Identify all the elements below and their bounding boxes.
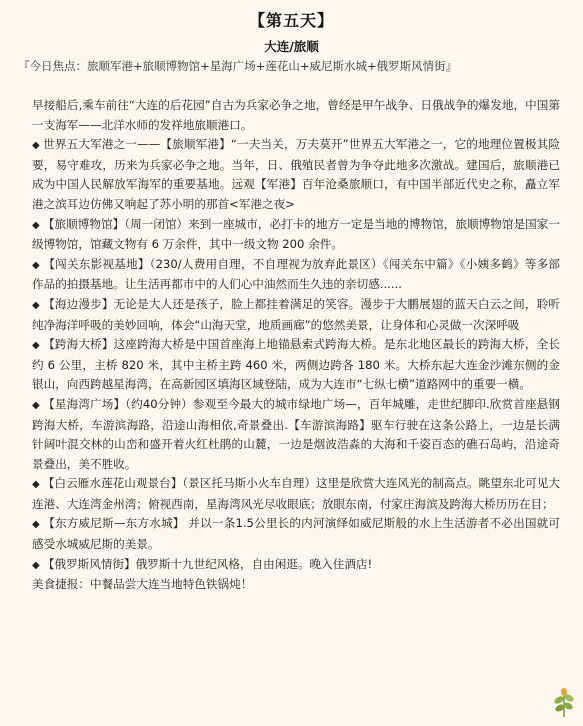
- route-subtitle: 大连/旅顺: [264, 39, 319, 54]
- naval-port-item: ◆ 世界五大军港之一——【旅顺军港】“一夫当关，万夫莫开”世界五大军港之一，它的地理位置极其险要，易守难攻，历来为兵家必争之地。当年，日、俄殖民者曾为争夺此地多次激战。建国后，旅顺港已成为中国人民解放军海军的重要基地。远观【军港】百年沧桑旅顺口，有中国半部近代史之称，矗立军港之滨耳边仿佛又响起了苏小明的那首<军港之夜>: [32, 135, 560, 214]
- seaside-walk-item: ◆ 【海边漫步】无论是大人还是孩子，脸上都挂着满足的笑容。漫步于大鹏展翅的蓝天白云之间，聆听纯净海洋呼吸的美妙回响，体会“山海天堂，地质画廊”的悠然美景，让身体和心灵做一次深呼吸: [32, 295, 560, 335]
- plant-decoration-icon: [551, 686, 577, 718]
- sea-bridge-item: ◆ 【跨海大桥】这座跨海大桥是中国首座海上地锚悬索式跨海大桥。是东北地区最长的跨海大桥，全长约 6 公里，主桥 820 米，其中主桥主跨 460 米，两侧边跨各 180 米。大桥东起大连金沙滩东侧的金银山，向西跨越星海湾，在高新园区填海区域登陆，成为大连市“七纵七横”道路网中的重要一横。: [32, 335, 560, 395]
- today-focus: 『今日焦点：旅顺军港+旅顺博物馆+星海广场+莲花山+威尼斯水城+俄罗斯风情街』: [18, 59, 458, 73]
- venice-watertown-item: ◆ 【东方威尼斯—东方水城】 并以一条1.5公里长的内河演绎如威尼斯般的水上生活游者不必出国就可感受水城威尼斯的美景。: [32, 514, 560, 554]
- russian-street-item: ◆ 【俄罗斯风情街】俄罗斯十九世纪风格，自由闲逛。晚入住酒店!: [32, 555, 560, 576]
- film-base-item: ◆ 【闯关东影视基地】（230/人费用自理，不自理视为放弃此景区）《闯关东中篇》《小姨多鹤》等多部作品的拍摄基地。让生活再都市中的人们心中油然而生久违的亲切感......: [32, 255, 560, 295]
- museum-item: ◆ 【旅顺博物馆】（周一闭馆）来到一座城市，必打卡的地方一定是当地的博物馆，旅顺博物馆是国家一级博物馆，馆藏文物有 6 万余件，其中一级文物 200 余件。: [32, 215, 560, 255]
- day-title: 【第五天】: [248, 11, 334, 30]
- intro-paragraph: 早接船后,乘车前往“大连的后花园”自古为兵家必争之地，曾经是甲午战争、日俄战争的爆发地，中国第一支海军——北洋水师的发祥地旅顺港口。: [32, 98, 560, 132]
- lotus-hill-item: ◆ 【白云雁水莲花山观景台】（景区托马斯小火车自理）这里是欣赏大连风光的制高点。眺望东北可见大连港、大连湾金州湾；俯视西南，星海湾风光尽收眼底；放眼东南，付家庄海滨及跨海大桥历历在目；: [32, 474, 560, 514]
- food-note: 美食捷报：中餐品尝大连当地特色铁锅炖！: [32, 577, 253, 592]
- itinerary-content: [32, 96, 560, 595]
- xinghai-square-item: ◆ 【星海湾广场】（约40分钟）参观至今最大的城市绿地广场—，百年城雕，走世纪脚印.欣赏首座悬钢跨海大桥，车游滨海路，沿途山海相依,奇景叠出.【车游滨海路】驱车行驶在这条公路上，一边是长满针阔叶混交林的山峦和盛开着火红杜鹃的山麓，一边是烟波浩淼的大海和千姿百态的礁石岛屿，沿途奇景叠出，美不胜收。: [32, 395, 560, 474]
